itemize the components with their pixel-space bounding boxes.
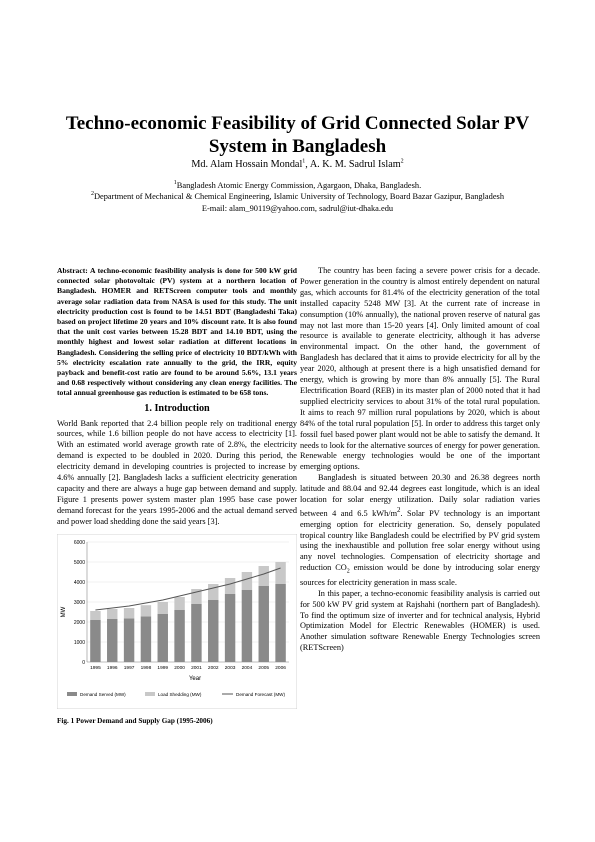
legend-label: Demand Forecast (MW) bbox=[236, 691, 286, 697]
right-column bbox=[300, 266, 540, 654]
legend-swatch-served bbox=[67, 692, 77, 696]
bar-load-shedding bbox=[141, 605, 151, 616]
x-tick-label: 1995 bbox=[90, 665, 101, 671]
figure-caption: Fig. 1 Power Demand and Supply Gap (1995-2006) bbox=[57, 716, 213, 725]
bar-load-shedding bbox=[158, 602, 168, 614]
x-tick-label: 2001 bbox=[191, 665, 202, 671]
bar-demand-served bbox=[124, 618, 134, 662]
subscript: 2 bbox=[346, 568, 350, 575]
section-heading: 1. Introduction bbox=[144, 402, 210, 414]
bar-demand-served bbox=[107, 619, 117, 662]
x-tick-label: 2005 bbox=[258, 665, 270, 671]
y-tick-label: 0 bbox=[82, 659, 85, 666]
bar-demand-served bbox=[242, 590, 252, 662]
x-tick-label: 2002 bbox=[207, 665, 219, 671]
abstract: Abstract: A techno-economic feasibility analysis is done for 500 kW grid connected solar photovoltaic (PV) system at a northern location of Bangladesh. HOMER and RETScreen computer tools and monthly average solar radiation data from NASA is used for this study. The unit electricity production cost is found to be 14.51 BDT (Bangladeshi Taka) based on project lifetime 20 years and 10% discount rate. It is also found that the unit cost varies between 15.28 BDT and 14.10 BDT, using the monthly highest and lowest solar radiation at different locations in Bangladesh. Considering the selling price of electricity 10 BDT/kWh with 5% electricity escalation rate annually to the grid, the IRR, equity payback and benefit-cost ratio are found to be around 5.6%, 13.1 years and 0.68 respectively without considering any clean energy facilities. The total annual greenhouse gas reduction is estimated to be 658 tons. bbox=[57, 266, 297, 398]
bar-demand-served bbox=[259, 586, 269, 662]
text-run: emission would be done by introducing solar energy sources for electricity generation in mass scale. bbox=[300, 563, 540, 587]
x-tick-label: 1997 bbox=[123, 665, 135, 671]
legend-label: Load Shedding (MW) bbox=[158, 691, 202, 697]
x-tick-label: 1998 bbox=[140, 665, 152, 671]
legend-label: Demand Served (MW) bbox=[80, 691, 126, 697]
body-paragraph: The country has been facing a severe power crisis for a decade. Power generation in the country is almost entirely dependent on natural gas, which accounts for 81.4% of the electricity generation of the total installed capacity 5248 MW [3]. At the current rate of increase in consumption (10% annually), the national proven reserve of natural gas may not last more than 15-20 years [4]. Only limited amount of coal resource is available to generate electricity, although it has adverse environmental impact. On the other hand, the government of Bangladesh has declared that it aims to provide electricity for all by the year 2020, although at present there is a high unsatisfied demand for energy, which is growing by more than 8% annually [5]. The Rural Electrification Board (REB) in its master plan of 2000 noted that it had supplied electricity services to about 31% of the total rural population. It aims to reach 97 million rural populations by 2020, which is about 84% of the total rural population [5]. In order to address this target only fossil fuel based power plant would not be able to satisfy the demand. It needs to look for the alternative sources of energy for power generation. Renewable energy technologies would be one of the important emerging options. bbox=[300, 266, 540, 472]
bar-demand-served bbox=[90, 620, 100, 662]
x-tick-label: 2000 bbox=[174, 665, 185, 671]
y-tick-label: 6000 bbox=[73, 539, 85, 546]
body-paragraph: In this paper, a techno-economic feasibility analysis is carried out for 500 kW PV grid system at Rajshahi (northern part of Bangladesh). To find the optimum size of inverter and for technical analysis, Hybrid Optimization Model for Electric Renewables (HOMER) is used. Another simulation software Renewable Energy Technologies screen (RETScreen) bbox=[300, 588, 540, 653]
body-paragraph: World Bank reported that 2.4 billion people rely on traditional energy sources, while 1.6 billion people do not have access to electricity [1]. With an estimated world average growth rate of 2.8%, the electricity demand is expected to be doubled in 2020. During this period, the electricity demand in developing countries is projected to increase by 4.6% annually [2]. Bangladesh lacks a sufficient electricity generation capacity and there are always a huge gap between demand and supply. Figure 1 presents power system master plan 1995 base case power demand forecast for the years 1995-2006 and the actual demand served and power load shedding done the said years [3]. bbox=[57, 418, 297, 526]
affiliation bbox=[60, 191, 535, 202]
author-name: Md. Alam Hossain Mondal bbox=[191, 159, 303, 170]
y-tick-label: 3000 bbox=[73, 599, 85, 606]
legend-swatch-shedding bbox=[145, 692, 155, 696]
bar-demand-served bbox=[208, 600, 218, 662]
x-tick-label: 2003 bbox=[224, 665, 236, 671]
x-tick-label: 1999 bbox=[157, 665, 169, 671]
author-line: Md. Alam Hossain Mondal$^1$, A. K. M. Sadrul Islam$^2$ bbox=[191, 158, 404, 170]
bar-load-shedding bbox=[225, 578, 235, 594]
affiliation-text: Bangladesh Atomic Energy Commission, Agargaon, Dhaka, Bangladesh. bbox=[176, 181, 422, 190]
author-affil-mark: 1 bbox=[302, 158, 306, 165]
y-tick-label: 5000 bbox=[73, 559, 85, 566]
bar-demand-served bbox=[141, 616, 151, 662]
bar-demand-served bbox=[158, 614, 168, 662]
affiliation-text: Department of Mechanical & Chemical Engineering, Islamic University of Technology, Board Bazar Gazipur, Bangladesh bbox=[93, 192, 505, 202]
superscript: 2 bbox=[397, 506, 401, 514]
x-tick-label: 2006 bbox=[275, 665, 286, 671]
paper-title: Techno-economic Feasibility of Grid Connected Solar PV System in Bangladesh bbox=[65, 113, 530, 157]
bar-load-shedding bbox=[259, 566, 269, 586]
bar-demand-served bbox=[225, 594, 235, 662]
left-column bbox=[57, 266, 297, 726]
text-run: Bangladesh is situated between 20.30 and 26.38 degrees north latitude and 88.04 and 92.44 degrees east longitude, which is an ideal location for solar energy utilization. Daily solar radiation varies between 4 and 6.5 kWh/m bbox=[300, 473, 540, 518]
text-run: . Solar PV technology is an important emerging option for electricity generation. So, densely populated tropical country like Bangladesh could be electrified by PV grid system using the inexhaustible and pollution free solar energy without using any novel technologies. Compensation of electricity shortage and reduction CO bbox=[300, 508, 541, 573]
demand-supply-chart bbox=[57, 534, 297, 709]
chart-legend bbox=[67, 692, 285, 697]
body-paragraph bbox=[300, 473, 540, 588]
author-name: A. K. M. Sadrul Islam bbox=[309, 159, 401, 170]
figure-1 bbox=[57, 534, 297, 727]
y-tick-label: 1000 bbox=[73, 639, 85, 646]
affiliation bbox=[60, 180, 535, 191]
bar-load-shedding bbox=[275, 562, 285, 584]
bar-load-shedding bbox=[124, 608, 134, 618]
y-axis-label: MW bbox=[61, 606, 67, 617]
bar-demand-served bbox=[275, 584, 285, 662]
author-affil-mark: 2 bbox=[400, 158, 404, 165]
bar-load-shedding bbox=[242, 572, 252, 590]
y-tick-label: 4000 bbox=[73, 579, 85, 586]
bar-load-shedding bbox=[90, 611, 100, 620]
bar-load-shedding bbox=[208, 584, 218, 600]
x-tick-label: 1996 bbox=[106, 665, 118, 671]
y-tick-label: 2000 bbox=[73, 619, 85, 626]
bar-load-shedding bbox=[107, 609, 117, 619]
x-tick-label: 2004 bbox=[241, 665, 253, 671]
affiliation-mark: 1 bbox=[173, 180, 177, 187]
affiliations bbox=[60, 180, 535, 214]
email-line: E-mail: alam_90119@yahoo.com, sadrul@iut-dhaka.edu bbox=[201, 203, 394, 213]
x-axis-label: Year bbox=[188, 675, 202, 682]
bar-load-shedding bbox=[174, 597, 184, 610]
affiliation-mark: 2 bbox=[90, 191, 94, 198]
bar-demand-served bbox=[174, 610, 184, 662]
bar-demand-served bbox=[191, 604, 201, 662]
